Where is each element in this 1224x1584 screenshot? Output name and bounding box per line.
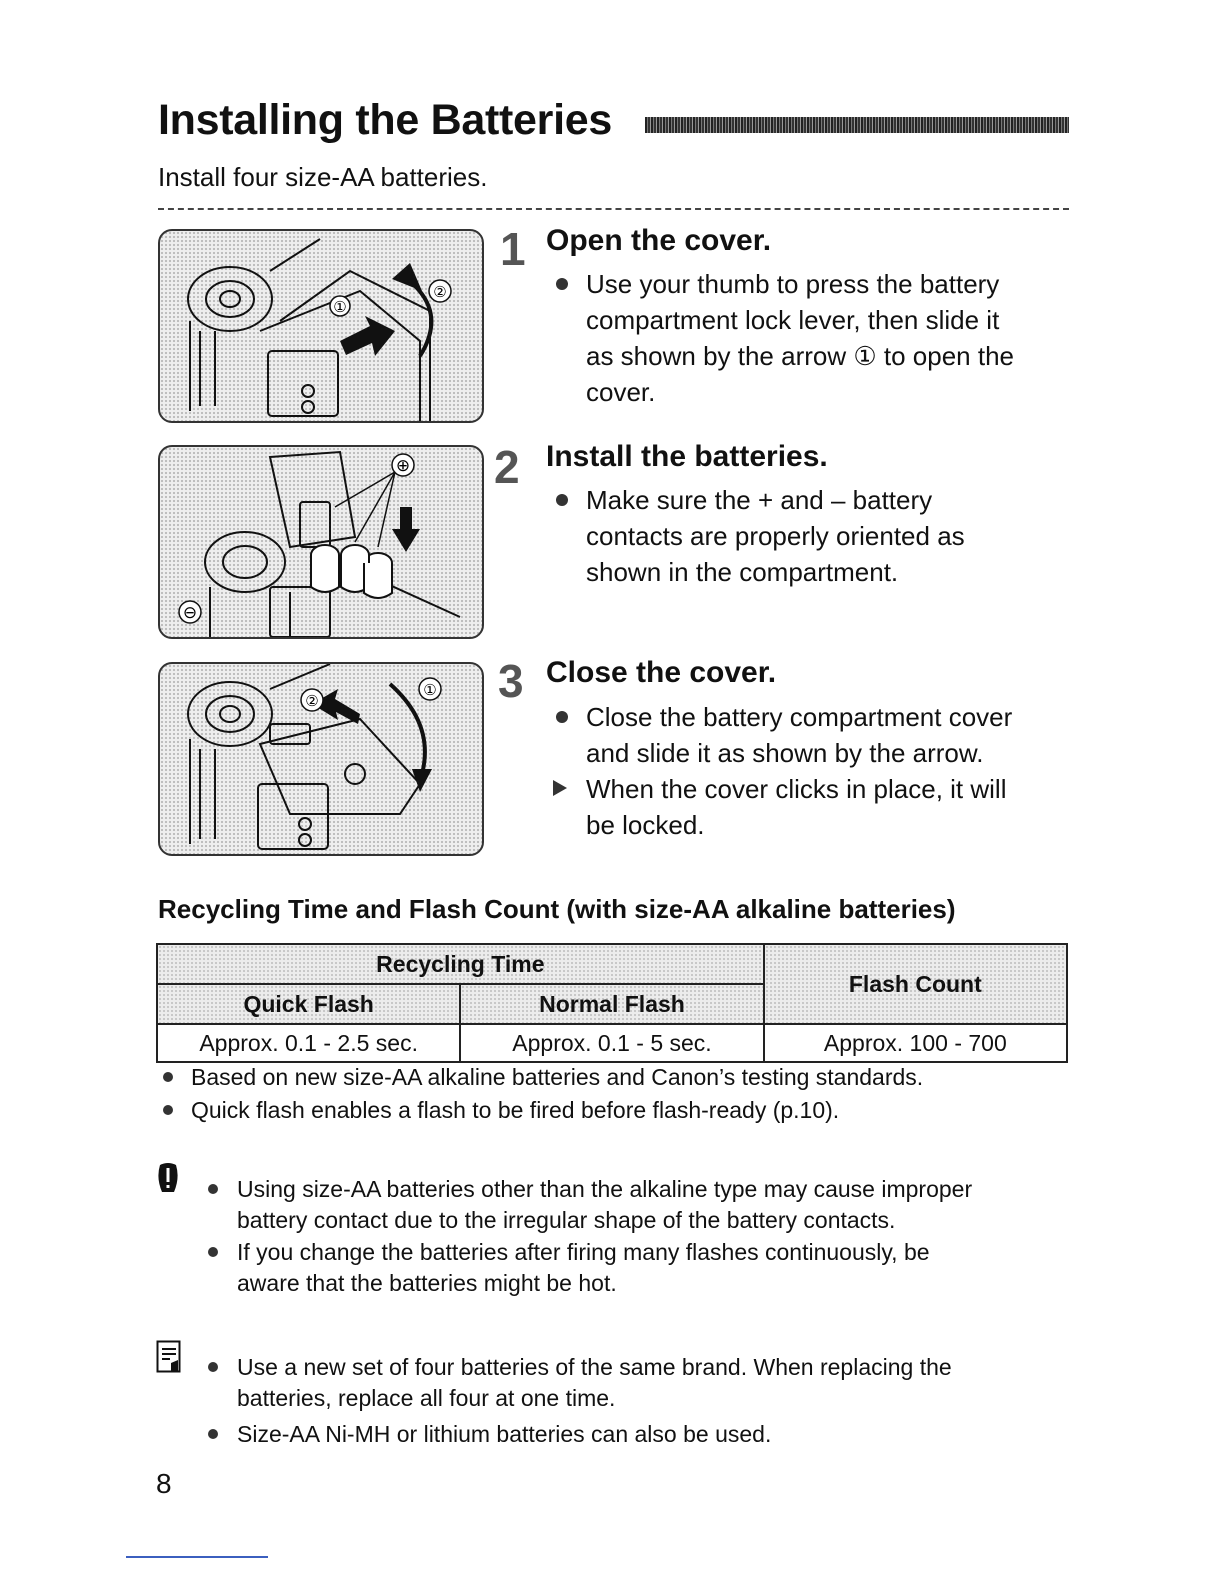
page-number: 8 xyxy=(156,1468,172,1499)
flash-install-batteries-drawing xyxy=(160,447,482,637)
bullet-icon xyxy=(208,1429,218,1439)
step-number: 2 xyxy=(494,441,520,493)
table-cell-normal-flash: Approx. 0.1 - 5 sec. xyxy=(460,1024,763,1062)
step-text: When the cover clicks in place, it will xyxy=(586,774,1007,804)
bullet-icon xyxy=(208,1247,218,1257)
step-text: Make sure the + and – battery xyxy=(586,485,933,515)
step-text: be locked. xyxy=(586,810,705,840)
table-header-recycling-time: Recycling Time xyxy=(157,944,764,984)
memo-text: batteries, replace all four at one time. xyxy=(237,1385,616,1411)
callout-2: ② xyxy=(305,692,319,710)
header-divider xyxy=(158,208,1069,210)
caution-text: Using size-AA batteries other than the alkaline type may cause improper xyxy=(237,1176,973,1202)
table-note: Quick flash enables a flash to be fired before flash-ready (p.10). xyxy=(191,1097,840,1123)
bullet-icon xyxy=(208,1184,218,1194)
step-text: as shown by the arrow ① to open the xyxy=(586,341,1014,371)
illustration-install-batteries xyxy=(158,445,484,639)
step-number: 3 xyxy=(498,655,524,707)
section-heading: Recycling Time and Flash Count (with size-AA alkaline batteries) xyxy=(158,894,956,924)
step-text: cover. xyxy=(586,377,656,407)
table-cell-flash-count: Approx. 100 - 700 xyxy=(764,1024,1067,1062)
recycling-table xyxy=(156,943,1068,1063)
memo-icon xyxy=(156,1340,182,1374)
bullet-icon xyxy=(556,278,568,290)
table-cell-quick-flash: Approx. 0.1 - 2.5 sec. xyxy=(157,1024,460,1062)
illustration-close-cover xyxy=(158,662,484,856)
step-text: contacts are properly oriented as xyxy=(586,521,965,551)
table-note: Based on new size-AA alkaline batteries and Canon’s testing standards. xyxy=(191,1064,924,1090)
table-header-flash-count: Flash Count xyxy=(764,944,1067,1024)
table-header-normal-flash: Normal Flash xyxy=(460,984,763,1024)
step-text: Close the battery compartment cover xyxy=(586,702,1013,732)
memo-text: Size-AA Ni-MH or lithium batteries can also be used. xyxy=(237,1421,772,1447)
step-title: Close the cover. xyxy=(546,656,777,689)
step-text: and slide it as shown by the arrow. xyxy=(586,738,984,768)
step-number: 1 xyxy=(500,223,526,275)
table-header-quick-flash: Quick Flash xyxy=(157,984,460,1024)
bullet-icon xyxy=(163,1105,173,1115)
caution-text: If you change the batteries after firing many flashes continuously, be xyxy=(237,1239,930,1265)
caution-text: aware that the batteries might be hot. xyxy=(237,1270,617,1296)
step-text: Use your thumb to press the battery xyxy=(586,269,1000,299)
step-text: shown in the compartment. xyxy=(586,557,899,587)
step-title: Install the batteries. xyxy=(546,440,828,473)
bullet-icon xyxy=(163,1072,173,1082)
flash-open-cover-drawing xyxy=(160,231,482,421)
bullet-icon xyxy=(556,711,568,723)
caution-icon xyxy=(156,1162,180,1194)
bullet-icon xyxy=(208,1362,218,1372)
caution-text: battery contact due to the irregular shape of the battery contacts. xyxy=(237,1207,896,1233)
callout-plus: ⊕ xyxy=(395,456,411,476)
flash-close-cover-drawing xyxy=(160,664,482,854)
callout-minus: ⊖ xyxy=(182,603,198,623)
callout-1: ① xyxy=(423,681,437,699)
title-decoration-bar xyxy=(645,117,1069,133)
bullet-icon xyxy=(556,494,568,506)
footer-line xyxy=(126,1556,268,1558)
result-arrow-icon xyxy=(553,780,567,796)
callout-1: ① xyxy=(333,298,347,316)
callout-2: ② xyxy=(433,283,447,301)
memo-text: Use a new set of four batteries of the same brand. When replacing the xyxy=(237,1354,952,1380)
page-subtitle: Install four size-AA batteries. xyxy=(158,162,488,192)
page-title: Installing the Batteries xyxy=(158,96,612,144)
illustration-open-cover xyxy=(158,229,484,423)
step-text: compartment lock lever, then slide it xyxy=(586,305,1000,335)
step-title: Open the cover. xyxy=(546,224,772,257)
